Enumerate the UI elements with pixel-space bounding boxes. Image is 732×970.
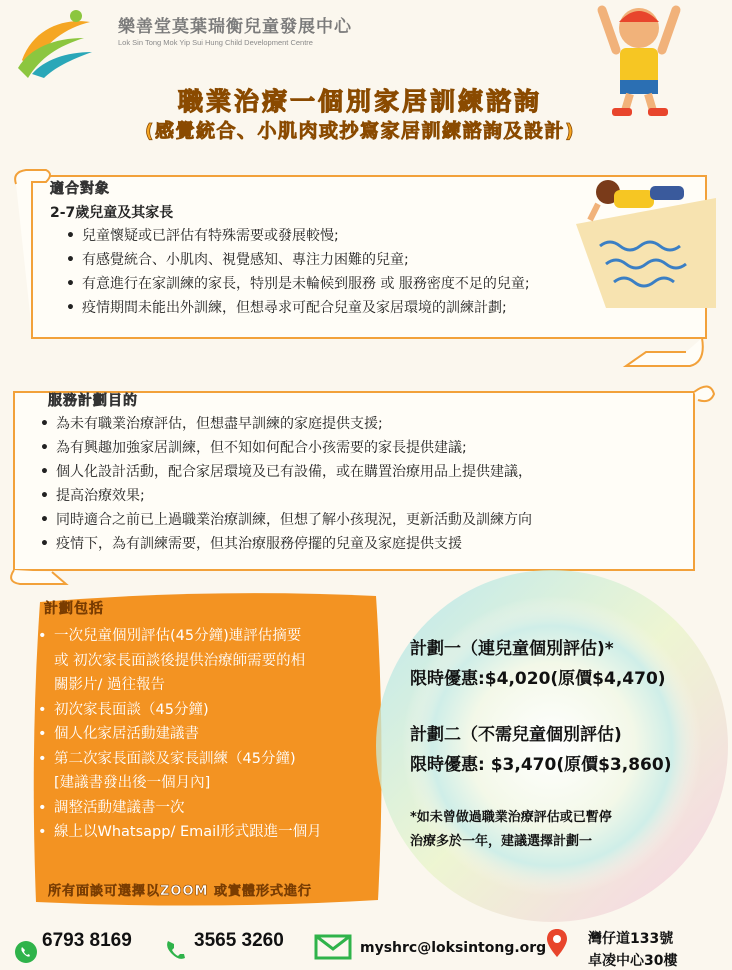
- list-item: • 有意進行在家訓練的家長，特別是未輪候到服務 或 服務密度不足的兒童;: [64, 272, 530, 296]
- list-item-continuation: [建議書發出後一個月內]: [54, 775, 211, 791]
- list-item-continuation: 或 初次家長面談後提供治療師需要的相: [54, 652, 306, 669]
- whatsapp-number[interactable]: 6793 8169: [42, 930, 132, 951]
- main-title: 職業治療一個別家居訓練諮詢: [177, 87, 542, 116]
- list-item: • 疫情下，為有訓練需要，但其治療服務停擺的兒童及家庭提供支援: [38, 532, 532, 556]
- target-subheading: 2-7歲兒童及其家長: [50, 205, 174, 221]
- pricing-note-line2: 治療多於一年，建議選擇計劃一: [410, 834, 593, 849]
- org-name: 樂善堂莫葉瑞衡兒童發展中心: [118, 17, 352, 37]
- plan-footer: 所有面談可選擇以ZOOM 或實體形式進行: [48, 884, 312, 899]
- list-item: • 個人化設計活動，配合家居環境及已有設備，或在購置治療用品上提供建議，: [38, 460, 532, 484]
- phone-icon: [164, 938, 188, 962]
- list-item: • 為未有職業治療評估，但想盡早訓練的家庭提供支援;: [38, 412, 532, 436]
- plan2-price: 限時優惠: $3,470(原價$3,860): [410, 755, 672, 775]
- org-logo: [14, 8, 96, 80]
- list-item-continuation: 關影片/ 過往報告: [54, 677, 165, 693]
- pricing-note-line1: *如未曾做過職業治療評估或已暫停: [410, 810, 612, 825]
- address-line1: 灣仔道133號: [588, 931, 674, 947]
- list-item: • 一次兒童個別評估(45分鐘)連評估摘要: [36, 624, 322, 649]
- objectives-list: [38, 412, 532, 556]
- email-icon: [314, 934, 352, 960]
- whatsapp-icon: [14, 940, 38, 964]
- plan-heading: 計劃包括: [44, 601, 104, 617]
- main-subtitle: (感覺統合、小肌肉或抄寫家居訓練諮詢及設計): [144, 120, 576, 142]
- list-item: • 線上以Whatsapp/ Email形式跟進一個月: [36, 820, 322, 845]
- target-heading: 適合對象: [50, 181, 110, 197]
- list-item: • 同時適合之前已上過職業治療訓練，但想了解小孩現況，更新活動及訓練方向: [38, 508, 532, 532]
- list-item: • 調整活動建議書一次: [36, 796, 322, 821]
- location-pin-icon: [546, 928, 568, 958]
- org-name-en: Lok Sin Tong Mok Yip Sui Hung Child Development Centre: [118, 38, 313, 47]
- plan2-title: 計劃二（不需兒童個別評估): [410, 725, 622, 745]
- phone-number[interactable]: 3565 3260: [194, 930, 284, 951]
- list-item: • 有感覺統合、小肌肉、視覺感知、專注力困難的兒童;: [64, 248, 530, 272]
- list-item: • 第二次家長面談及家長訓練（45分鐘): [36, 747, 322, 772]
- list-item-continuation: • 提高治療效果;: [38, 484, 532, 508]
- objectives-heading: 服務計劃目的: [48, 393, 138, 409]
- list-item: • 個人化家居活動建議書: [36, 722, 322, 747]
- target-list: [64, 224, 530, 320]
- price-background: [372, 566, 732, 926]
- list-item: • 疫情期間未能出外訓練，但想尋求可配合兒童及家居環境的訓練計劃;: [64, 296, 530, 320]
- email-address[interactable]: myshrc@loksintong.org: [360, 940, 547, 956]
- plan1-price: 限時優惠:$4,020(原價$4,470): [410, 669, 666, 689]
- list-item: • 為有興趣加強家居訓練，但不知如何配合小孩需要的家長提供建議;: [38, 436, 532, 460]
- list-item: • 兒童懷疑或已評估有特殊需要或發展較慢;: [64, 224, 530, 248]
- plan1-title: 計劃一（連兒童個別評估)*: [410, 639, 614, 659]
- list-item: • 初次家長面談（45分鐘): [36, 698, 322, 723]
- child-drawing-illustration: [576, 168, 716, 308]
- address-line2: 卓凌中心30樓: [588, 953, 678, 969]
- plan-list: [36, 624, 322, 845]
